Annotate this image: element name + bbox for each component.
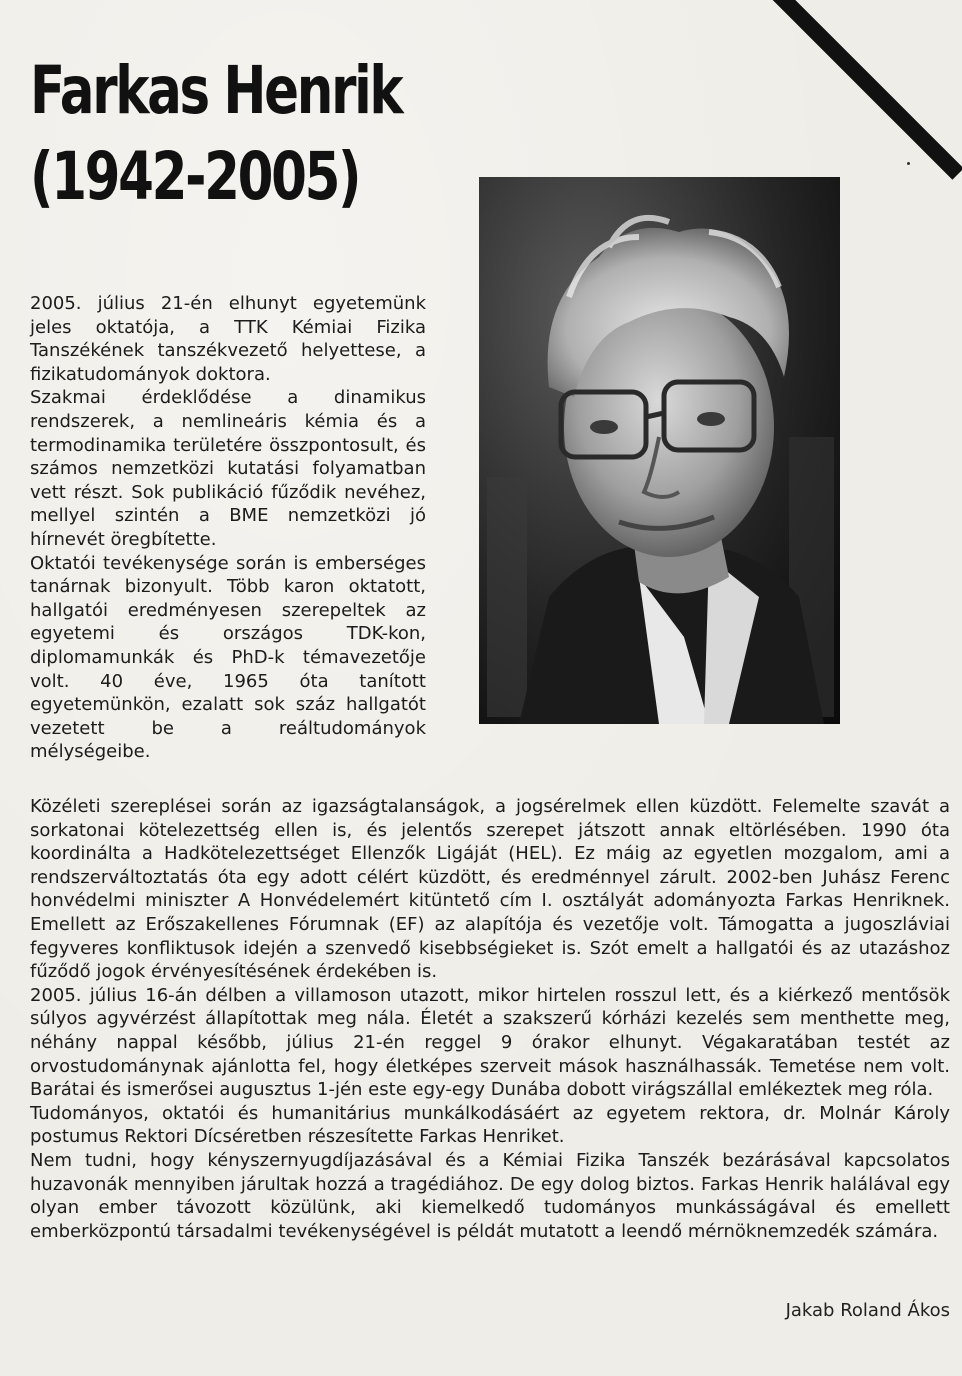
title-name: Farkas Henrik: [30, 52, 402, 129]
portrait-photo: [479, 177, 840, 724]
author-signature: Jakab Roland Ákos: [785, 1300, 950, 1321]
print-speck: [907, 162, 910, 165]
paragraph-death: 2005. július 16-án délben a villamoson utazott, mikor hirtelen rosszul lett, és a kiérkező mentősök súlyos agyvérzést állapítottak meg nála. Életét a szakszerű kórházi kezelés sem menthette meg, néhány nappal később, július 21-én reggel 9 órakor elhunyt. Végakaratában testét az orvostudománynak ajánlotta fel, hogy életképes szerveit mások használhassák. Temetése nem volt. Barátai és ismerősei augusztus 1-jén este egy-egy Dunába dobott virágszállal emlékeztek meg róla.: [30, 984, 950, 1101]
paragraph-closing: Nem tudni, hogy kényszernyugdíjazásával és a Kémiai Fizika Tanszék bezárásával kapcsolatos huzavonák mennyiben járultak hozzá a tragédiához. De egy dolog biztos. Farkas Henrik halálával egy olyan ember távozott közülünk, aki kiemelkedő tudományos munkásságával és emellett emberközpontú társadalmi tevékenységével is példát mutatott a leendő mérnöknemzedék számára.: [30, 1149, 950, 1242]
paragraph-award: Tudományos, oktatói és humanitárius munkálkodásáért az egyetem rektora, dr. Molnár Károly postumus Rektori Dícséretben részesítette Farkas Henriket.: [30, 1102, 950, 1148]
obituary-title: [30, 48, 401, 220]
intro-column: [30, 292, 426, 764]
title-years: (1942-2005): [30, 138, 360, 215]
paragraph-public-life: Közéleti szereplései során az igazságtalanságok, a jogsérelmek ellen küzdött. Felemelte szavát a sorkatonai kötelezettség ellen is, és jelentős szerepet játszott annak eltörlésében. 1990 óta koordinálta a Hadkötelezettséget Ellenzők Ligáját (HEL). Ez máig az egyetlen mozgalom, ami a rendszerváltoztatás óta egy adott célért küzdött, és eredménnyel zárult. 2002-ben Juhász Ferenc honvédelmi miniszter A Honvédelemért kitüntető cím I. osztályát adományozta Farkas Henriknek. Emellett az Erőszakellenes Fórumnak (EF) az alapítója és vezetője volt. Támogatta a jugoszláviai fegyveres konfliktusok idején a szenvedő kisebbségieket is. Szót emelt a hallgatói és az utazáshoz fűződő jogok érvényesítésének érdekében is.: [30, 796, 950, 983]
paragraph-teaching: Oktatói tevékenysége során is emberséges tanárnak bizonyult. Több karon oktatott, hallgatói eredményesen szerepeltek az egyetemi és országos TDK-kon, diplomamunkák és PhD-k témavezetője volt. 40 éve, 1965 óta tanított egyetemünkön, ezalatt sok száz hallgatót vezetett be a reáltudományok mélységeibe.: [30, 552, 426, 763]
mourning-band: [740, 0, 962, 180]
main-column: [30, 795, 950, 1243]
paragraph-intro: 2005. július 21-én elhunyt egyetemünk jeles oktatója, a TTK Kémiai Fizika Tanszékének tanszékvezető helyettese, a fizikatudományok doktora.: [30, 293, 426, 385]
paragraph-research: Szakmai érdeklődése a dinamikus rendszerek, a nemlineáris kémia és a termodinamika területére összpontosult, és számos nemzetközi kutatási folyamatban vett részt. Sok publikáció fűződik nevéhez, mellyel szintén a BME nemzetközi jó hírnevét öregbítette.: [30, 387, 426, 550]
